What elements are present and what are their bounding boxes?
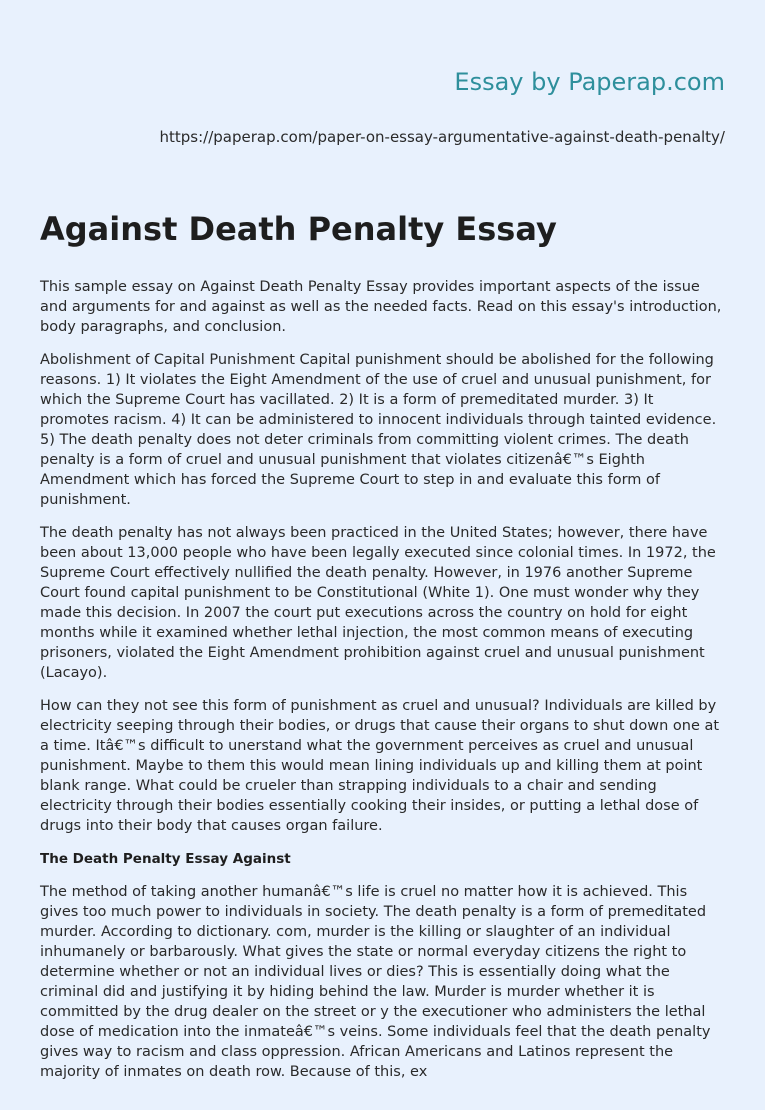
body-paragraph: How can they not see this form of punishment as cruel and unusual? Individuals are killed by electricity seeping through their bodies, or drugs that cause their organs to shut down one at a time. Itâ€™s difficult to unerstand what the government perceives as cruel and unusual punishment. Maybe to them this would mean lining individuals up and killing them at point blank range. What could be crueler than strapping individuals to a chair and sending electricity through their bodies essentially cooking their insides, or putting a lethal dose of drugs into their body that causes organ failure. xyxy=(40,698,720,834)
body-paragraph: The death penalty has not always been practiced in the United States; however, there have been about 13,000 people who have been legally executed since colonial times. In 1972, the Supreme Court effectively nullified the death penalty. However, in 1976 another Supreme Court found capital punishment to be Constitutional (White 1). One must wonder why they made this decision. In 2007 the court put executions across the country on hold for eight months while it examined whether lethal injection, the most common means of executing prisoners, violated the Eight Amendment prohibition against cruel and unusual punishment (Lacayo). xyxy=(40,525,716,681)
body-paragraph: Abolishment of Capital Punishment Capital punishment should be abolished for the following reasons. 1) It violates the Eight Amendment of the use of cruel and unusual punishment, for which the Supreme Court has vacillated. 2) It is a form of premeditated murder. 3) It promotes racism. 4) It can be administered to innocent individuals through tainted evidence. 5) The death penalty does not deter criminals from committing violent crimes. The death penalty is a form of cruel and unusual punishment that violates citizenâ€™s Eighth Amendment which has forced the Supreme Court to step in and evaluate this form of punishment. xyxy=(40,352,717,508)
article-body xyxy=(40,277,726,1095)
brand-link[interactable]: Essay by Paperap.com xyxy=(454,68,725,96)
source-url-link[interactable]: https://paperap.com/paper-on-essay-argumentative-against-death-penalty/ xyxy=(159,128,725,146)
section-heading: The Death Penalty Essay Against xyxy=(40,851,291,867)
body-paragraph: The method of taking another humanâ€™s life is cruel no matter how it is achieved. This gives too much power to individuals in society. The death penalty is a form of premeditated murder. According to dictionary. com, murder is the killing or slaughter of an individual inhumanely or barbarously. What gives the state or normal everyday citizens the right to determine whether or not an individual lives or dies? This is essentially doing what the criminal did and justifying it by hiding behind the law. Murder is murder whether it is committed by the drug dealer on the street or y the executioner who administers the lethal dose of medication into the inmateâ€™s veins. Some individuals feel that the death penalty gives way to racism and class oppression. African Americans and Latinos represent the majority of inmates on death row. Because of this, ex xyxy=(40,884,711,1080)
page-title: Against Death Penalty Essay xyxy=(40,210,557,248)
intro-paragraph: This sample essay on Against Death Penalty Essay provides important aspects of the issue and arguments for and against as well as the needed facts. Read on this essay's introduction, body paragraphs, and conclusion. xyxy=(40,279,722,335)
